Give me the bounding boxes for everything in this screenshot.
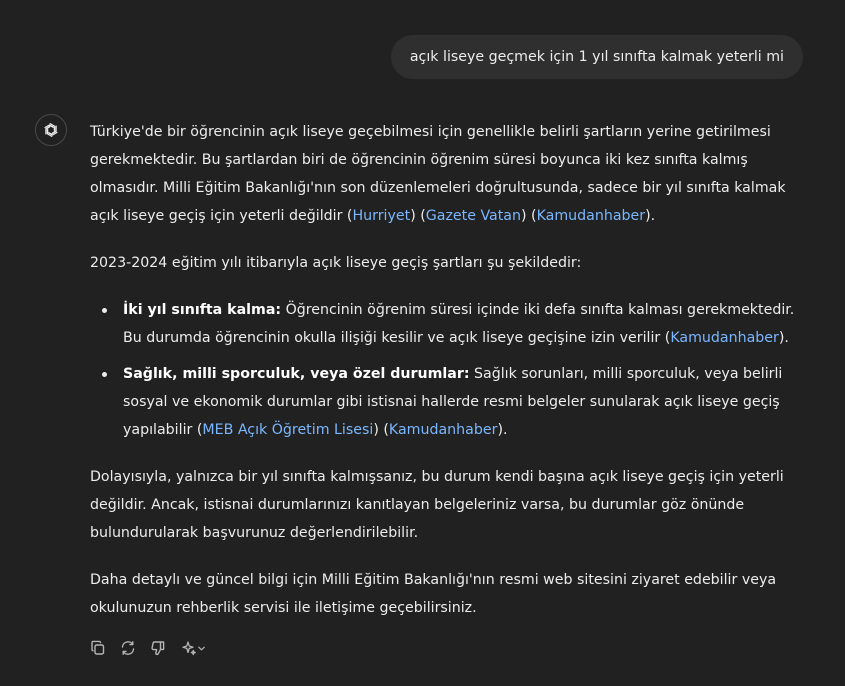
copy-icon bbox=[90, 640, 106, 656]
source-link-kamudanhaber[interactable]: Kamudanhaber bbox=[670, 330, 779, 346]
source-link-hurriyet[interactable]: Hurriyet bbox=[352, 208, 411, 224]
openai-logo-icon bbox=[41, 120, 61, 140]
answer-paragraph: Türkiye'de bir öğrencinin açık liseye geçebilmesi için genellikle belirli şartların yerine getirilmesi gerekmektedir. Bu şartlardan biri de öğrencinin öğrenim süresi boyunca iki kez sınıfta kalmış olmasıdır. Milli Eğitim Bakanlığı'nın son düzenlemeleri doğrultusunda, sadece bir yıl sınıfta kalmak açık liseye geçiş için yeterli değildir (Hurriyet) (Gazete Vatan) (Kamudanhaber). bbox=[90, 124, 786, 224]
copy-button[interactable] bbox=[88, 637, 108, 659]
assistant-answer bbox=[90, 118, 805, 641]
user-message-bubble: açık liseye geçmek için 1 yıl sınıfta kalmak yeterli mi bbox=[391, 35, 803, 79]
source-link-meb-aol[interactable]: MEB Açık Öğretim Lisesi bbox=[202, 422, 374, 438]
chevron-down-icon bbox=[197, 644, 206, 653]
thumbs-down-icon bbox=[150, 640, 166, 656]
message-actions bbox=[88, 637, 208, 659]
regenerate-button[interactable] bbox=[118, 637, 138, 659]
list-item: Sağlık, milli sporculuk, veya özel durumlar: Sağlık sorunları, milli sporculuk, veya belirli sosyal ve ekonomik durumlar gibi istisnai hallerde resmi belgeler sunularak açık liseye geçiş yapılabilir (MEB Açık Öğretim Lisesi) (Kamudanhaber). bbox=[123, 360, 805, 444]
list-item-title: İki yıl sınıfta kalma: bbox=[123, 302, 282, 318]
list-item: İki yıl sınıfta kalma: Öğrencinin öğrenim süresi içinde iki defa sınıfta kalması gerekmektedir. Bu durumda öğrencinin okulla ilişiği kesilir ve açık liseye geçişine izin verilir (Kamudanhaber). bbox=[123, 296, 805, 352]
paragraph-text: Türkiye'de bir öğrencinin açık liseye geçebilmesi için genellikle belirli şartların yerine getirilmesi gerekmektedir. Bu şartlardan biri de öğrencinin öğrenim süresi boyunca iki kez sınıfta kalmış olmasıdır. Milli Eğitim Bakanlığı'nın son düzenlemeleri doğrultusunda, sadece bir yıl sınıfta kalmak açık liseye geçiş için yeterli değildir bbox=[90, 124, 786, 224]
change-model-button[interactable] bbox=[178, 637, 208, 659]
source-link-kamudanhaber[interactable]: Kamudanhaber bbox=[536, 208, 646, 224]
answer-paragraph: Daha detaylı ve güncel bilgi için Milli Eğitim Bakanlığı'nın resmi web sitesini ziyaret edebilir veya okulunuzun rehberlik servisi ile iletişime geçebilirsiniz. bbox=[90, 572, 777, 616]
requirements-list bbox=[90, 296, 805, 444]
regenerate-icon bbox=[120, 640, 136, 656]
bad-response-button[interactable] bbox=[148, 637, 168, 659]
source-link-kamudanhaber[interactable]: Kamudanhaber bbox=[388, 422, 498, 438]
answer-paragraph: 2023-2024 eğitim yılı itibarıyla açık liseye geçiş şartları şu şekildedir: bbox=[90, 255, 582, 271]
list-item-text: Sağlık sorunları, milli sporculuk, veya belirli sosyal ve ekonomik durumlar gibi istisnai hallerde resmi belgeler sunularak açık liseye geçiş yapılabilir bbox=[123, 366, 783, 438]
assistant-avatar bbox=[35, 114, 67, 146]
list-item-title: Sağlık, milli sporculuk, veya özel durumlar: bbox=[123, 366, 470, 382]
sparkle-icon bbox=[181, 640, 197, 656]
answer-paragraph: Dolayısıyla, yalnızca bir yıl sınıfta kalmışsanız, bu durum kendi başına açık liseye geçiş için yeterli değildir. Ancak, istisnai durumlarınızı kanıtlayan belgeleriniz varsa, bu durumlar göz önünde bulundurularak başvurunuz değerlendirilebilir. bbox=[90, 469, 784, 541]
source-link-gazete-vatan[interactable]: Gazete Vatan bbox=[425, 208, 521, 224]
list-item-text: Öğrencinin öğrenim süresi içinde iki defa sınıfta kalması gerekmektedir. Bu durumda öğrencinin okulla ilişiği kesilir ve açık liseye geçişine izin verilir bbox=[123, 302, 795, 346]
